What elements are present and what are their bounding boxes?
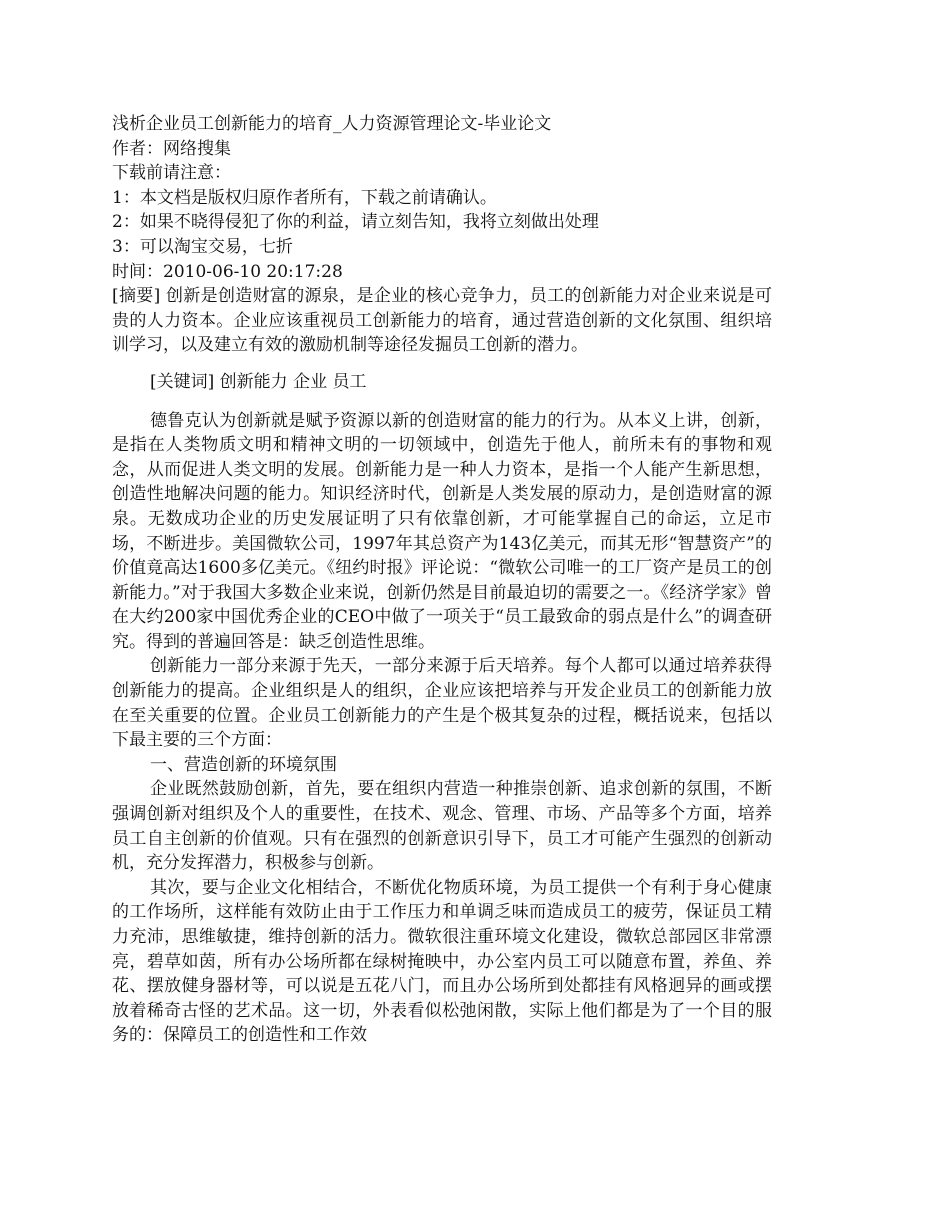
keywords: [关键词] 创新能力 企业 员工 (150, 371, 367, 392)
abstract: [摘要] 创新是创造财富的源泉，是企业的核心竞争力，员工的创新能力对企业来说是可贵的人力资本。企业应该重视员工创新能力的培育，通过营造创新的文化氛围、组织培训学习，以及建立有效的激励机制等途径发掘员工创新的潜力。 (112, 286, 772, 356)
body-paragraph: 创新能力一部分来源于先天，一部分来源于后天培养。每个人都可以通过培养获得创新能力的提高。企业组织是人的组织，企业应该把培养与开发企业员工的创新能力放在至关重要的位置。企业员工创新能力的产生是个极其复杂的过程，概括说来，包括以下最主要的三个方面： (112, 656, 772, 751)
notice-item: 1：本文档是版权归原作者所有，下载之前请确认。 (112, 187, 497, 208)
notice-item: 3：可以淘宝交易，七折 (112, 236, 293, 257)
timestamp: 时间：2010-06-10 20:17:28 (112, 261, 343, 282)
body-paragraph: 德鲁克认为创新就是赋予资源以新的创造财富的能力的行为。从本义上讲，创新，是指在人类物质文明和精神文明的一切领域中，创造先于他人，前所未有的事物和观念，从而促进人类文明的发展。创新能力是一种人力资本，是指一个人能产生新思想，创造性地解决问题的能力。知识经济时代，创新是人类发展的原动力，是创造财富的源泉。无数成功企业的历史发展证明了只有依靠创新，才可能掌握自己的命运，立足市场，不断进步。美国微软公司，1997年其总资产为143亿美元，而其无形“智慧资产”的价值竟高达1600多亿美元。《纽约时报》评论说：“微软公司唯一的工厂资产是员工的创新能力。”对于我国大多数企业来说，创新仍然是目前最迫切的需要之一。《经济学家》曾在大约200家中国优秀企业的CEO中做了一项关于“员工最致命的弱点是什么”的调查研究。得到的普遍回答是：缺乏创造性思维。 (112, 410, 772, 652)
document-title: 浅析企业员工创新能力的培育_人力资源管理论文-毕业论文 (112, 114, 552, 134)
body-paragraph: 企业既然鼓励创新，首先，要在组织内营造一种推崇创新、追求创新的氛围，不断强调创新对组织及个人的重要性，在技术、观念、管理、市场、产品等多个方面，培养员工自主创新的价值观。只有在强烈的创新意识引导下，员工才可能产生强烈的创新动机，充分发挥潜力，积极参与创新。 (112, 779, 772, 874)
document-page (112, 112, 772, 1048)
body-paragraph: 其次，要与企业文化相结合，不断优化物质环境，为员工提供一个有利于身心健康的工作场所，这样能有效防止由于工作压力和单调乏味而造成员工的疲劳，保证员工精力充沛，思维敏捷，维持创新的活力。微软很注重环境文化建设，微软总部园区非常漂亮，碧草如茵，所有办公场所都在绿树掩映中，办公室内员工可以随意布置，养鱼、养花、摆放健身器材等，可以说是五花八门，而且办公场所到处都挂有风格迥异的画或摆放着稀奇古怪的艺术品。这一切，外表看似松弛闲散，实际上他们都是为了一个目的服务的：保障员工的创造性和工作效 (112, 877, 772, 1046)
author-line: 作者：网络搜集 (112, 138, 231, 159)
notice-item: 2：如果不晓得侵犯了你的利益，请立刻告知，我将立刻做出处理 (112, 212, 599, 233)
section-heading: 一、营造创新的环境氛围 (150, 754, 337, 775)
notice-heading: 下载前请注意： (112, 163, 231, 184)
